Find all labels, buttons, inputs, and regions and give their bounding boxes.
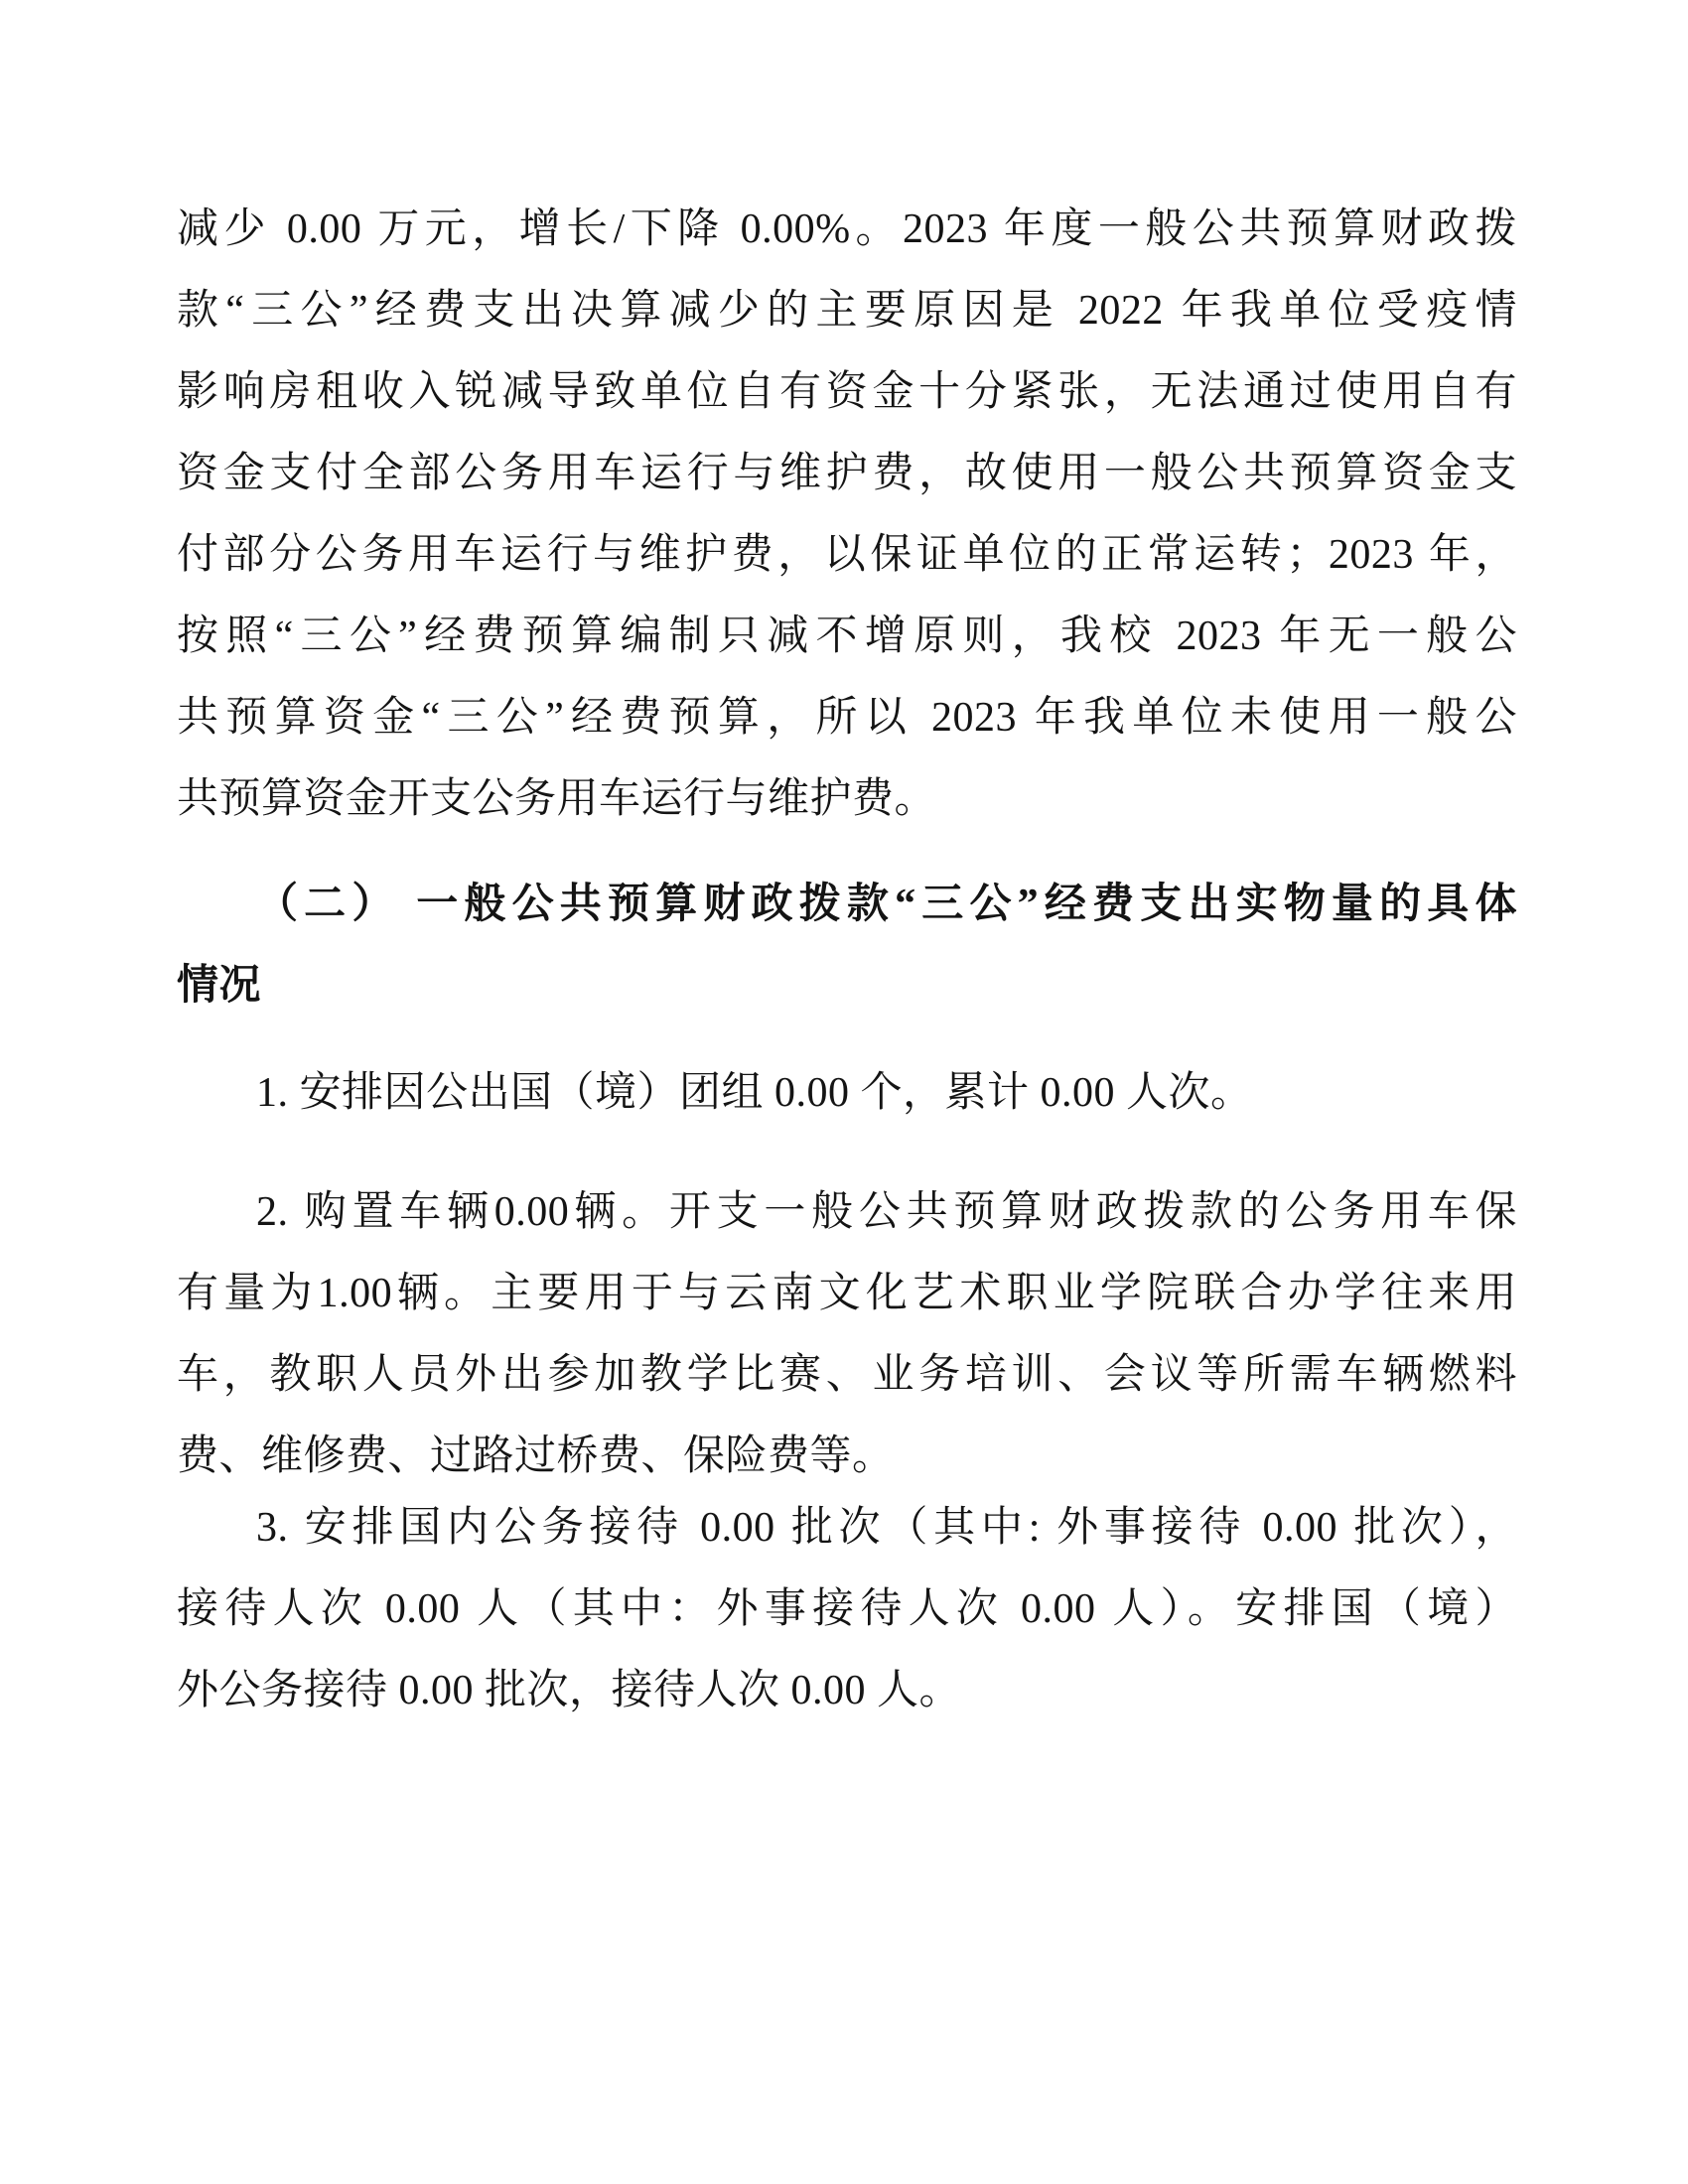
text-line: 款“三公”经费支出决算减少的主要原因是 2022 年我单位受疫情 (177, 288, 1517, 334)
text-line: 车，教职人员外出参加教学比赛、业务培训、会议等所需车辆燃料 (177, 1352, 1517, 1398)
text-line: 减少 0.00 万元，增长/下降 0.00%。2023 年度一般公共预算财政拨 (177, 206, 1517, 252)
list-item-3 (177, 1487, 1517, 1731)
list-item-2 (177, 1171, 1517, 1497)
heading-line: （二） 一般公共预算财政拨款“三公”经费支出实物量的具体 (256, 882, 1517, 927)
text-line: 外公务接待 0.00 批次，接待人次 0.00 人。 (177, 1668, 962, 1713)
text-line: 按照“三公”经费预算编制只减不增原则，我校 2023 年无一般公 (177, 614, 1517, 659)
text-line: 资金支付全部公务用车运行与维护费，故使用一般公共预算资金支 (177, 451, 1517, 496)
paragraph-continuation (177, 189, 1517, 840)
list-item-1 (177, 1052, 1517, 1134)
text-line: 共预算资金“三公”经费预算，所以 2023 年我单位未使用一般公 (177, 695, 1517, 741)
text-line: 2. 购置车辆0.00辆。开支一般公共预算财政拨款的公务用车保 (256, 1189, 1517, 1235)
text-line: 共预算资金开支公务用车运行与维护费。 (177, 776, 937, 822)
text-line: 影响房租收入锐减导致单位自有资金十分紧张，无法通过使用自有 (177, 369, 1517, 415)
text-line: 付部分公务用车运行与维护费，以保证单位的正常运转；2023 年， (177, 532, 1517, 578)
text-line: 有量为1.00辆。主要用于与云南文化艺术职业学院联合办学往来用 (177, 1271, 1517, 1316)
text-line: 接待人次 0.00 人（其中：外事接待人次 0.00 人）。安排国（境） (177, 1586, 1517, 1632)
text-line: 1. 安排因公出国（境）团组 0.00 个，累计 0.00 人次。 (256, 1070, 1253, 1116)
heading-line: 情况 (177, 963, 262, 1009)
text-line: 3. 安排国内公务接待 0.00 批次（其中: 外事接待 0.00 批次）， (256, 1505, 1517, 1551)
text-line: 费、维修费、过路过桥费、保险费等。 (177, 1433, 895, 1479)
section-heading (177, 864, 1517, 1026)
